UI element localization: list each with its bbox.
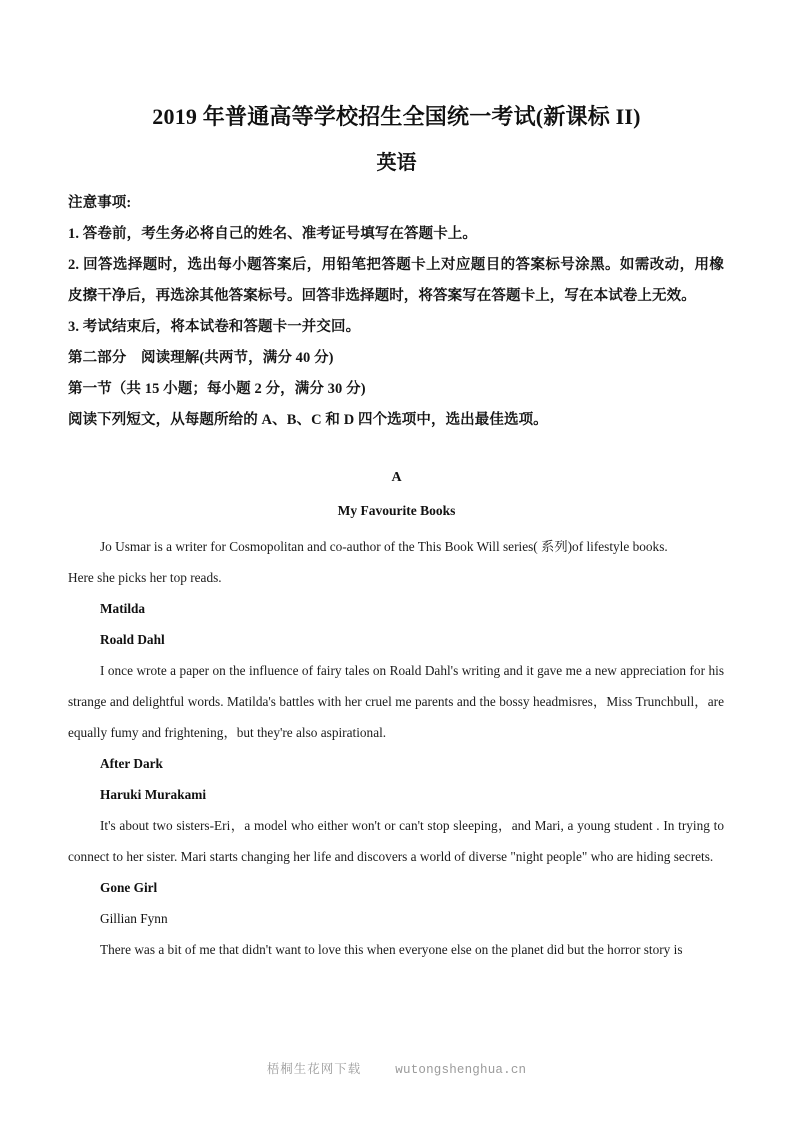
section-part-two-label: 第二部分 阅读理解(共两节，满分 40 分) (68, 350, 334, 366)
book-author-gone-girl: Gillian Fynn (100, 911, 168, 926)
notice-item-1: 1. 答卷前，考生务必将自己的姓名、准考证号填写在答题卡上。 (68, 226, 477, 242)
page-title: 2019 年普通高等学校招生全国统一考试(新课标 II) (152, 104, 641, 129)
passage-letter: A (391, 470, 402, 485)
book-title-gone-girl: Gone Girl (100, 880, 158, 895)
passage-intro-line-2: Here she picks her top reads. (68, 570, 222, 585)
footer-site-name: 梧桐生花网下载 (266, 1062, 362, 1076)
notice-heading: 注意事项: (68, 195, 132, 211)
book-title-after-dark: After Dark (100, 756, 163, 771)
document-subject: 英语 (376, 152, 417, 174)
reading-instruction: 阅读下列短文，从每题所给的 A、B、C 和 D 四个选项中，选出最佳选项。 (68, 412, 548, 428)
notice-item-3: 3. 考试结束后，将本试卷和答题卡一并交回。 (68, 319, 361, 335)
section-one-label: 第一节（共 15 小题；每小题 2 分，满分 30 分) (68, 381, 366, 397)
notice-block (68, 188, 724, 436)
book-review-matilda: I once wrote a paper on the influence of fairy tales on Roald Dahl's writing and it gave me a new appreciation for his strange and delightful words. Matilda's battles with her cruel me parents and the bossy headmisres，Miss Trunchbull，are equally fumy and frightening，but they're also aspirational. (68, 663, 724, 740)
passage-title: My Favourite Books (337, 503, 456, 518)
footer-site-url: wutongshenghua.cn (395, 1063, 527, 1077)
book-title-matilda: Matilda (100, 601, 146, 616)
notice-item-2: 2. 回答选择题时，选出每小题答案后，用铅笔把答题卡上对应题目的答案标号涂黑。如需改动，用橡皮擦干净后，再选涂其他答案标号。回答非选择题时，将答案写在答题卡上，写在本试卷上无效。 (68, 257, 724, 304)
book-author-after-dark: Haruki Murakami (100, 787, 207, 802)
book-review-after-dark: It's about two sisters-Eri，a model who either won't or can't stop sleeping，and Mari, a young student . In trying to connect to her sister. Mari starts changing her life and discovers a world of diverse "night people" who are hiding secrets. (68, 818, 724, 864)
footer-watermark (0, 1059, 793, 1077)
book-author-matilda: Roald Dahl (100, 632, 165, 647)
passage-intro-line-1: Jo Usmar is a writer for Cosmopolitan and co-author of the This Book Will series( 系列)of lifestyle books. (100, 539, 668, 554)
book-review-gone-girl: There was a bit of me that didn't want to love this when everyone else on the planet did but the horror story is (100, 942, 683, 957)
passage-body (68, 531, 724, 965)
